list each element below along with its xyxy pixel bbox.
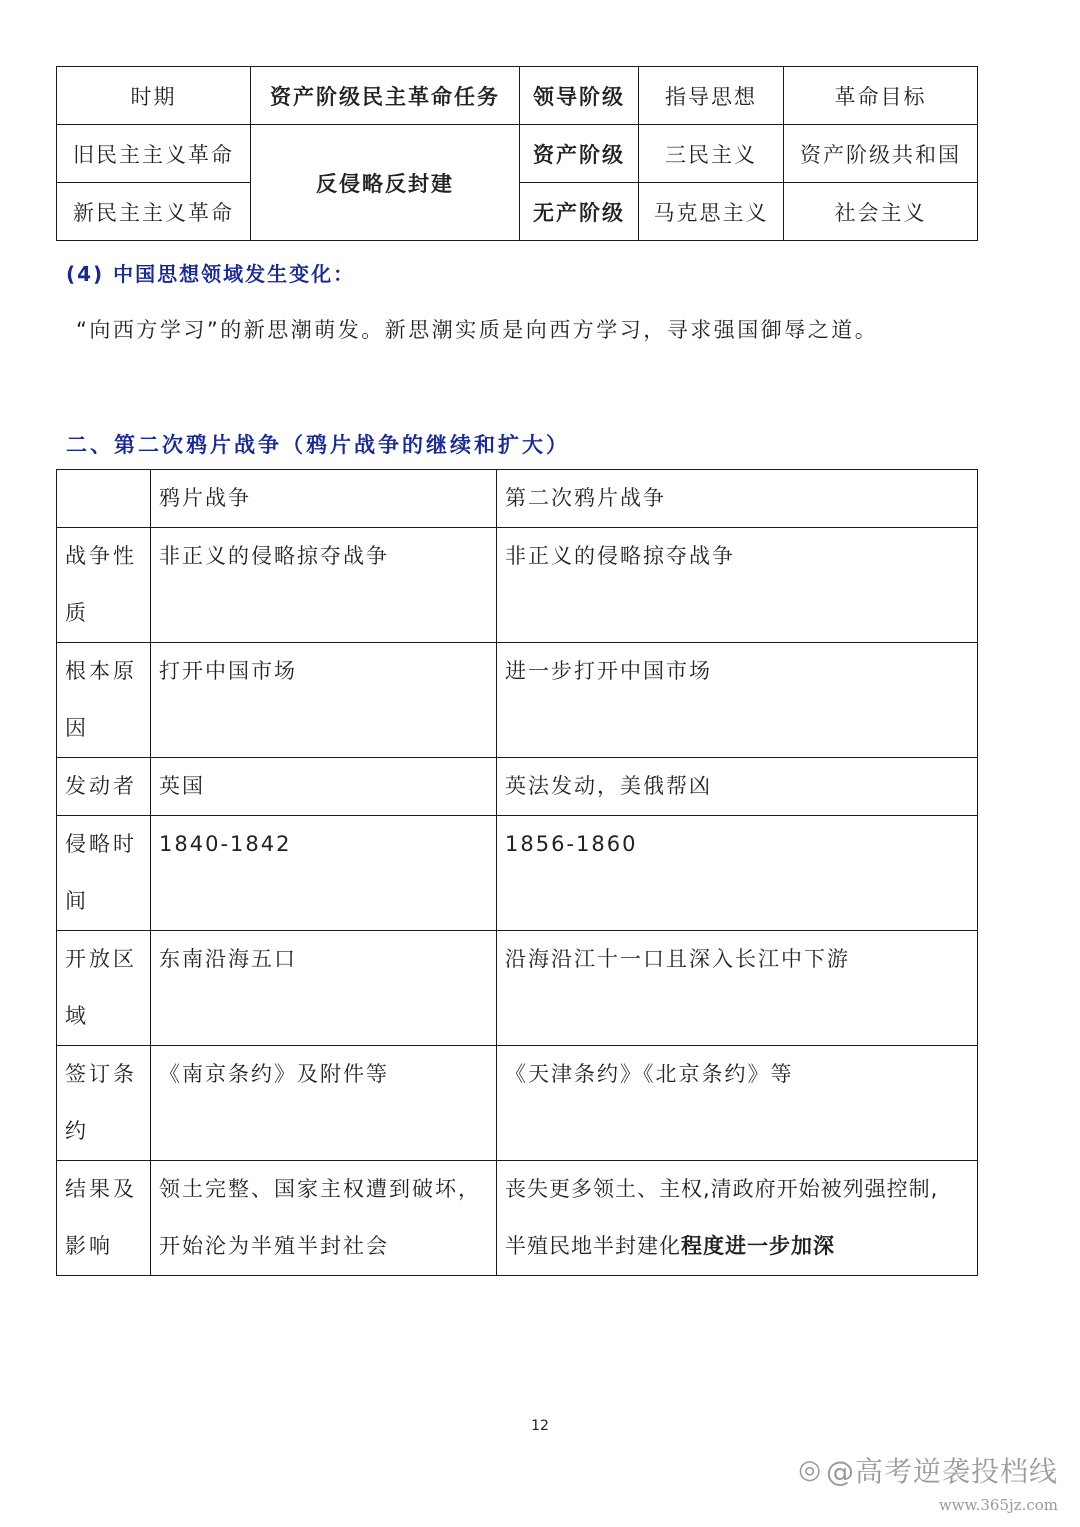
table-row (57, 125, 978, 183)
header-cell: 时期 (57, 67, 251, 125)
opium-war-comparison-table (56, 469, 978, 1276)
table-row (57, 758, 978, 816)
table-row (57, 1046, 978, 1161)
row-label: 签订条 约 (57, 1046, 151, 1161)
table-cell: 《南京条约》及附件等 (151, 1046, 497, 1161)
table-cell: 打开中国市场 (151, 643, 497, 758)
row-label: 结果及 影响 (57, 1161, 151, 1276)
table-cell: 非正义的侵略掠夺战争 (497, 528, 978, 643)
row-label: 侵略时 间 (57, 816, 151, 931)
revolution-comparison-table (56, 66, 978, 241)
header-cell: 第二次鸦片战争 (497, 470, 978, 528)
ideology-cell: 三民主义 (639, 125, 784, 183)
table-row (57, 528, 978, 643)
table-cell: 英法发动，美俄帮凶 (497, 758, 978, 816)
table-row (57, 643, 978, 758)
table-cell: 进一步打开中国市场 (497, 643, 978, 758)
section-heading-opium-war: 二、第二次鸦片战争（鸦片战争的继续和扩大） (66, 433, 570, 457)
table-cell: 领土完整、国家主权遭到破坏， 开始沦为半殖半封社会 (151, 1161, 497, 1276)
row-label: 开放区 域 (57, 931, 151, 1046)
page-number: 12 (531, 1418, 549, 1434)
row-label: 根本原 因 (57, 643, 151, 758)
table-cell: 非正义的侵略掠夺战争 (151, 528, 497, 643)
ideology-cell: 马克思主义 (639, 183, 784, 241)
goal-cell: 资产阶级共和国 (784, 125, 978, 183)
class-cell: 资产阶级 (520, 125, 639, 183)
table-row (57, 816, 978, 931)
table-cell: 沿海沿江十一口且深入长江中下游 (497, 931, 978, 1046)
period-cell: 旧民主主义革命 (57, 125, 251, 183)
table-cell: 东南沿海五口 (151, 931, 497, 1046)
section-paragraph: “向西方学习”的新思潮萌发。新思潮实质是向西方学习，寻求强国御辱之道。 (76, 318, 879, 342)
emphasis-text: 程度进一步加深 (681, 1234, 835, 1258)
header-cell: 革命目标 (784, 67, 978, 125)
row-label: 发动者 (57, 758, 151, 816)
row-label: 战争性 质 (57, 528, 151, 643)
table-row (57, 67, 978, 125)
table-cell: 1840-1842 (151, 816, 497, 931)
table-cell: 《天津条约》《北京条约》等 (497, 1046, 978, 1161)
table-row (57, 931, 978, 1046)
header-cell (57, 470, 151, 528)
watermark-text: @高考逆袭投档线 (825, 1455, 1058, 1488)
goal-cell: 社会主义 (784, 183, 978, 241)
table-row (57, 470, 978, 528)
header-cell: 鸦片战争 (151, 470, 497, 528)
class-cell: 无产阶级 (520, 183, 639, 241)
period-cell: 新民主主义革命 (57, 183, 251, 241)
weibo-icon: ◎ (798, 1455, 822, 1485)
watermark-url: www.365jz.com (938, 1496, 1058, 1514)
header-cell: 指导思想 (639, 67, 784, 125)
watermark (798, 1450, 1058, 1490)
header-cell: 资产阶级民主革命任务 (251, 67, 520, 125)
header-cell: 领导阶级 (520, 67, 639, 125)
table-cell: 英国 (151, 758, 497, 816)
section-heading-ideology: (4) 中国思想领域发生变化： (66, 262, 356, 286)
shared-task-cell: 反侵略反封建 (251, 125, 520, 241)
table-row (57, 1161, 978, 1276)
table-cell: 1856-1860 (497, 816, 978, 931)
table-cell: 丧失更多领土、主权,清政府开始被列强控制, 半殖民地半封建化程度进一步加深 (497, 1161, 978, 1276)
